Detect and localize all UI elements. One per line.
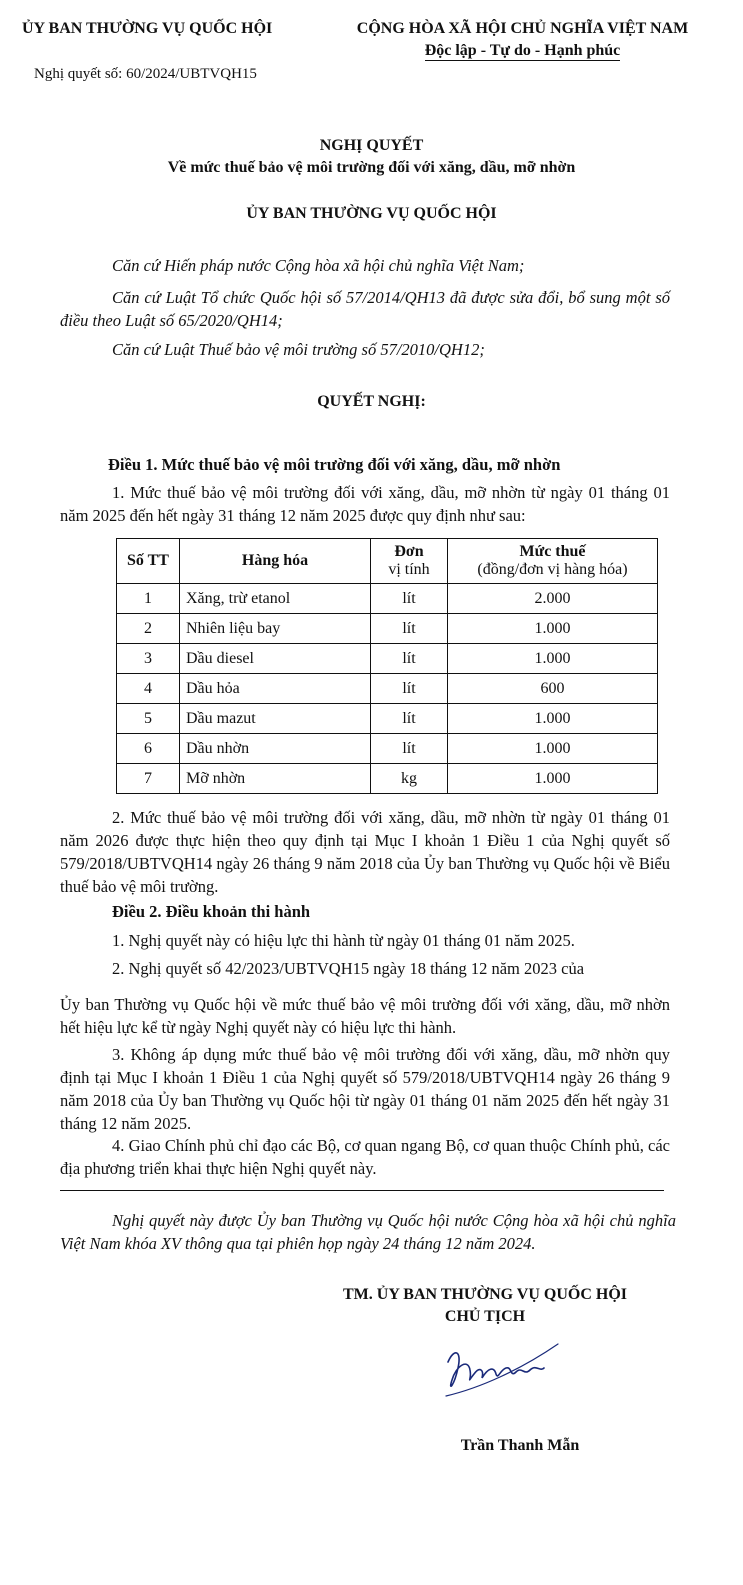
row-rate: 1.000 <box>448 734 658 764</box>
row-unit: lít <box>371 614 448 644</box>
handwritten-signature <box>440 1340 560 1400</box>
row-no: 1 <box>117 584 180 614</box>
table-row <box>117 644 658 674</box>
table-row <box>117 614 658 644</box>
row-item: Mỡ nhờn <box>180 764 371 794</box>
header-rate-line2: (đồng/đơn vị hàng hóa) <box>477 561 628 578</box>
signer-name: Trần Thanh Mẫn <box>460 1437 580 1454</box>
row-item: Dầu diesel <box>180 644 371 674</box>
approval-note: Nghị quyết này được Ủy ban Thường vụ Quốc hội nước Cộng hòa xã hội chủ nghĩa Việt Nam khóa XV thông qua tại phiên họp ngày 24 tháng 12 năm 2024. <box>60 1211 676 1253</box>
basis-environment-tax-law: Căn cứ Luật Thuế bảo vệ môi trường số 57/2010/QH12; <box>112 340 485 359</box>
article2-heading: Điều 2. Điều khoản thi hành <box>112 902 311 921</box>
row-no: 5 <box>117 704 180 734</box>
row-rate: 600 <box>448 674 658 704</box>
header-unit <box>371 539 448 584</box>
basis-national-assembly-law: Căn cứ Luật Tổ chức Quốc hội số 57/2014/QH13 đã được sửa đổi, bổ sung một số điều theo Luật số 65/2020/QH14; <box>60 288 670 330</box>
row-rate: 1.000 <box>448 704 658 734</box>
article2-clause4: 4. Giao Chính phủ chỉ đạo các Bộ, cơ quan ngang Bộ, cơ quan thuộc Chính phủ, các địa phương triển khai thực hiện Nghị quyết này. <box>60 1136 670 1178</box>
row-item: Nhiên liệu bay <box>180 614 371 644</box>
article1-clause1: 1. Mức thuế bảo vệ môi trường đối với xăng, dầu, mỡ nhờn từ ngày 01 tháng 01 năm 2025 đến hết ngày 31 tháng 12 năm 2025 được quy định như sau: <box>60 483 670 525</box>
signature-position: CHỦ TỊCH <box>444 1308 526 1325</box>
document-subject: Về mức thuế bảo vệ môi trường đối với xăng, dầu, mỡ nhờn <box>167 159 576 176</box>
table-row <box>117 764 658 794</box>
row-rate: 1.000 <box>448 644 658 674</box>
row-unit: lít <box>371 734 448 764</box>
motto <box>330 42 715 60</box>
header-rate-line1: Mức thuế <box>519 543 586 560</box>
tax-rate-table <box>116 538 658 794</box>
table-row <box>117 584 658 614</box>
row-rate: 2.000 <box>448 584 658 614</box>
header-no: Số TT <box>117 539 180 584</box>
country-name: CỘNG HÒA XÃ HỘI CHỦ NGHĨA VIỆT NAM <box>356 20 689 37</box>
header-unit-line1: Đơn <box>394 543 424 560</box>
resolves-heading: QUYẾT NGHỊ: <box>317 393 426 410</box>
row-no: 2 <box>117 614 180 644</box>
row-unit: lít <box>371 704 448 734</box>
row-unit: kg <box>371 764 448 794</box>
article1-clause2: 2. Mức thuế bảo vệ môi trường đối với xăng, dầu, mỡ nhờn từ ngày 01 tháng 01 năm 2026 được thực hiện theo quy định tại Mục I khoản 1 Điều 1 của Nghị quyết số 579/2018/UBTVQH14 ngày 26 tháng 9 năm 2018 của Ủy ban Thường vụ Quốc hội về Biểu thuế bảo vệ môi trường. <box>60 808 670 896</box>
row-item: Xăng, trừ etanol <box>180 584 371 614</box>
row-item: Dầu mazut <box>180 704 371 734</box>
row-no: 3 <box>117 644 180 674</box>
row-item: Dầu nhờn <box>180 734 371 764</box>
row-rate: 1.000 <box>448 764 658 794</box>
row-no: 7 <box>117 764 180 794</box>
signature-on-behalf: TM. ỦY BAN THƯỜNG VỤ QUỐC HỘI <box>342 1286 627 1303</box>
issuer: ỦY BAN THƯỜNG VỤ QUỐC HỘI <box>246 205 497 222</box>
header-item: Hàng hóa <box>180 539 371 584</box>
row-no: 6 <box>117 734 180 764</box>
row-unit: lít <box>371 644 448 674</box>
table-header-row <box>117 539 658 584</box>
basis-constitution: Căn cứ Hiến pháp nước Cộng hòa xã hội chủ nghĩa Việt Nam; <box>112 256 525 275</box>
table-row <box>117 674 658 704</box>
article2-clause3: 3. Không áp dụng mức thuế bảo vệ môi trường đối với xăng, dầu, mỡ nhờn quy định tại Mục I khoản 1 Điều 1 của Nghị quyết số 579/2018/UBTVQH14 ngày 26 tháng 9 năm 2018 của Ủy ban Thường vụ Quốc hội từ ngày 01 tháng 01 năm 2025 đến hết ngày 31 tháng 12 năm 2025. <box>60 1045 670 1133</box>
article2-clause1: 1. Nghị quyết này có hiệu lực thi hành từ ngày 01 tháng 01 năm 2025. <box>112 931 575 950</box>
row-item: Dầu hỏa <box>180 674 371 704</box>
row-unit: lít <box>371 674 448 704</box>
agency-name: ỦY BAN THƯỜNG VỤ QUỐC HỘI <box>22 20 273 37</box>
header-unit-line2: vị tính <box>388 561 430 578</box>
document-type: NGHỊ QUYẾT <box>319 137 424 154</box>
divider <box>60 1190 664 1191</box>
row-unit: lít <box>371 584 448 614</box>
header-rate <box>448 539 658 584</box>
motto-text: Độc lập - Tự do - Hạnh phúc <box>424 42 621 59</box>
document-number: Nghị quyết số: 60/2024/UBTVQH15 <box>34 66 257 82</box>
row-rate: 1.000 <box>448 614 658 644</box>
table-row <box>117 734 658 764</box>
row-no: 4 <box>117 674 180 704</box>
table-row <box>117 704 658 734</box>
article2-clause2-start: 2. Nghị quyết số 42/2023/UBTVQH15 ngày 18 tháng 12 năm 2023 của <box>112 959 585 978</box>
article2-clause2-rest: Ủy ban Thường vụ Quốc hội về mức thuế bảo vệ môi trường đối với xăng, dầu, mỡ nhờn hết hiệu lực kể từ ngày Nghị quyết này có hiệu lực thi hành. <box>60 995 670 1037</box>
article1-heading: Điều 1. Mức thuế bảo vệ môi trường đối với xăng, dầu, mỡ nhờn <box>108 455 561 474</box>
